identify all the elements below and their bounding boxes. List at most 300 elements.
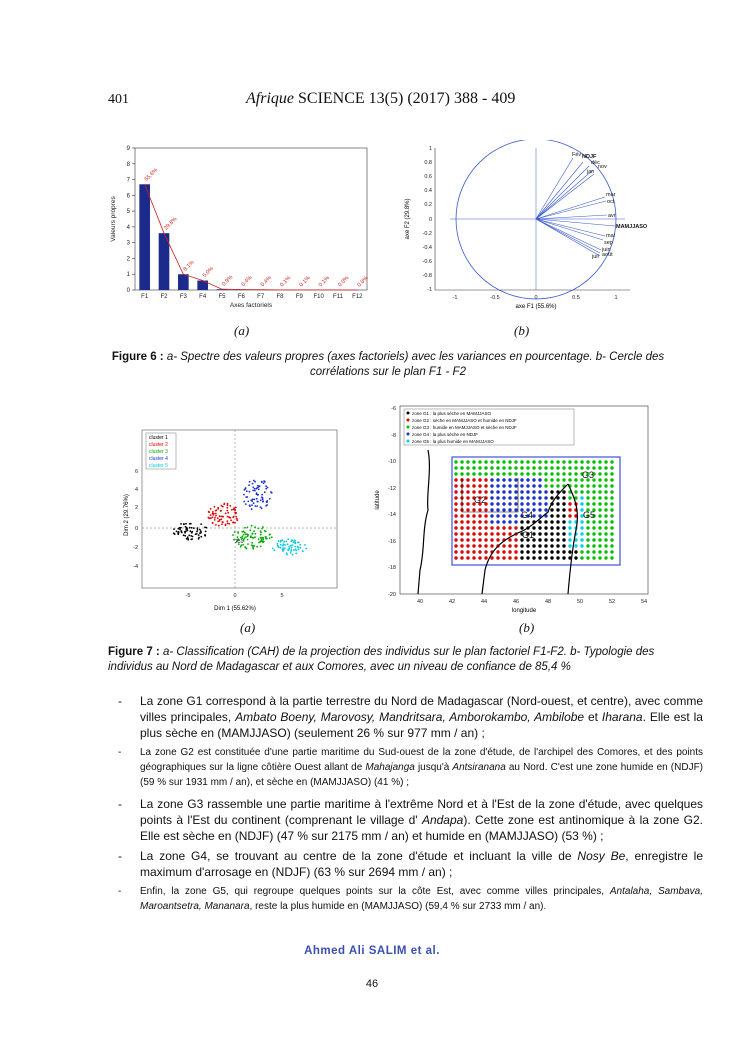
scatter-point: [226, 507, 228, 509]
grid-point: [526, 544, 529, 547]
scatter-point: [226, 510, 228, 512]
grid-point: [460, 532, 463, 535]
scatter-point: [284, 544, 286, 546]
grid-point: [568, 460, 571, 463]
scatter-point: [248, 484, 250, 486]
scatter-point: [183, 534, 185, 536]
scatter-point: [262, 500, 264, 502]
scatter-point: [287, 549, 289, 551]
scatter-point: [249, 481, 251, 483]
grid-point: [478, 520, 481, 523]
scatter-point: [277, 545, 279, 547]
x-axis-label: axe F1 (55.6%): [515, 304, 557, 310]
x-tick: 1: [614, 295, 618, 301]
grid-point: [520, 544, 523, 547]
bullet-dash: -: [118, 747, 122, 758]
grid-point: [604, 532, 607, 535]
x-tick: F8: [276, 294, 284, 300]
bullet-dash: -: [118, 886, 122, 897]
grid-point: [508, 544, 511, 547]
scatter-point: [288, 548, 290, 550]
grid-point: [538, 532, 541, 535]
grid-point: [478, 484, 481, 487]
scatter-point: [269, 498, 271, 500]
scatter-point: [257, 485, 259, 487]
grid-point: [508, 484, 511, 487]
var-label: Fév: [572, 152, 582, 158]
grid-point: [514, 550, 517, 553]
scatter-point: [228, 516, 230, 518]
grid-point: [484, 466, 487, 469]
data-label: 29.8%: [163, 216, 179, 232]
grid-point: [508, 496, 511, 499]
grid-point: [454, 490, 457, 493]
grid-point: [544, 526, 547, 529]
y-axis-label: Dim 2 (29.76%): [124, 494, 130, 536]
scatter-point: [183, 523, 185, 525]
bullet-zone-g3: [118, 796, 703, 844]
grid-point: [598, 478, 601, 481]
grid-point: [508, 472, 511, 475]
scatter-point: [244, 532, 246, 534]
grid-point: [514, 502, 517, 505]
grid-point: [586, 538, 589, 541]
x-tick: 40: [416, 599, 424, 605]
legend-item: cluster 1: [149, 435, 168, 441]
grid-point: [472, 520, 475, 523]
grid-point: [490, 490, 493, 493]
grid-point: [556, 514, 559, 517]
grid-point: [526, 556, 529, 559]
scatter-point: [243, 494, 245, 496]
scatter-point: [262, 498, 264, 500]
grid-point: [472, 514, 475, 517]
scatter-point: [233, 516, 235, 518]
scatter-point: [200, 523, 202, 525]
scatter-point: [256, 501, 258, 503]
scatter-point: [247, 527, 249, 529]
bullet-italic: Ambato Boeny, Marovosy, Mandritsara, Amborokambo, Ambilobe: [235, 710, 585, 724]
grid-point: [502, 550, 505, 553]
grid-point: [544, 502, 547, 505]
y-tick: 5: [126, 209, 130, 216]
fig7a-cluster-scatter: [120, 425, 340, 615]
grid-point: [478, 544, 481, 547]
y-tick: 0: [428, 217, 432, 223]
grid-point: [520, 550, 523, 553]
grid-point: [568, 508, 571, 511]
grid-point: [484, 484, 487, 487]
scatter-point: [228, 523, 230, 525]
y-tick: -16: [388, 539, 396, 545]
scatter-point: [260, 499, 262, 501]
grid-point: [574, 484, 577, 487]
scatter-point: [284, 547, 286, 549]
scatter-point: [235, 512, 237, 514]
grid-point: [592, 556, 595, 559]
grid-point: [556, 544, 559, 547]
x-tick: F9: [295, 294, 303, 300]
grid-point: [466, 556, 469, 559]
grid-point: [556, 550, 559, 553]
scatter-point: [251, 525, 253, 527]
scatter-point: [302, 550, 304, 552]
scatter-point: [187, 539, 189, 541]
y-tick: 0.8: [424, 160, 432, 166]
grid-point: [514, 466, 517, 469]
scatter-point: [185, 523, 187, 525]
grid-point: [508, 502, 511, 505]
scatter-point: [265, 505, 267, 507]
x-tick: 46: [512, 599, 520, 605]
scatter-point: [214, 519, 216, 521]
x-tick: F4: [199, 294, 207, 300]
scatter-point: [214, 517, 216, 519]
bullet-zone-g4: [118, 848, 703, 880]
scatter-point: [256, 505, 258, 507]
scatter-point: [251, 544, 253, 546]
scatter-point: [304, 544, 306, 546]
bullet-text: ). Cette zone est antinomique à la zone G2. Elle est sèche en (NDJF) (47 % sur 2175 mm / an) et humide en (MAMJJASO) (53 %) ;: [140, 813, 703, 843]
grid-point: [592, 502, 595, 505]
grid-point: [598, 544, 601, 547]
grid-point: [604, 484, 607, 487]
grid-point: [586, 484, 589, 487]
data-label: 0.0%: [337, 275, 351, 289]
grid-point: [568, 526, 571, 529]
scatter-point: [227, 512, 229, 514]
scatter-point: [225, 524, 227, 526]
grid-point: [556, 460, 559, 463]
grid-point: [484, 520, 487, 523]
scatter-point: [252, 483, 254, 485]
bullet-text: , enregistre le maximum d'arrosage en (NDJF) (63 % sur 2694 mm / an) ;: [140, 849, 704, 879]
x-tick: F5: [218, 294, 226, 300]
grid-point: [610, 514, 613, 517]
grid-point: [562, 490, 565, 493]
grid-point: [592, 544, 595, 547]
grid-point: [514, 484, 517, 487]
scatter-point: [295, 550, 297, 552]
grid-point: [550, 532, 553, 535]
scatter-point: [261, 481, 263, 483]
scatter-point: [278, 547, 280, 549]
grid-point: [538, 502, 541, 505]
scatter-point: [233, 509, 235, 511]
scatter-point: [222, 506, 224, 508]
grid-point: [604, 472, 607, 475]
scatter-point: [256, 546, 258, 548]
grid-point: [502, 460, 505, 463]
x-tick: F1: [141, 294, 149, 300]
grid-point: [496, 550, 499, 553]
grid-point: [580, 556, 583, 559]
grid-point: [526, 520, 529, 523]
scatter-point: [266, 538, 268, 540]
grid-point: [484, 508, 487, 511]
grid-point: [514, 472, 517, 475]
grid-point: [592, 460, 595, 463]
bullet-text: La zone G3 rassemble une partie maritime à l'extrême Nord et à l'Est de la zone d'étude, avec quelques points à l'Est du continent (comprenant le village d': [140, 797, 703, 827]
grid-point: [550, 466, 553, 469]
x-tick: -0.5: [490, 295, 500, 301]
scatter-point: [199, 532, 201, 534]
grid-point: [454, 526, 457, 529]
grid-point: [592, 496, 595, 499]
var-label: août: [602, 252, 613, 258]
scatter-point: [190, 535, 192, 537]
grid-point: [526, 460, 529, 463]
grid-point: [544, 538, 547, 541]
grid-point: [502, 544, 505, 547]
bullet-italic: Mahajanga: [365, 762, 415, 773]
bullet-zone-g2: [118, 745, 703, 790]
grid-point: [598, 502, 601, 505]
y-tick: 0.6: [424, 174, 432, 180]
grid-point: [598, 472, 601, 475]
bullet-dash: -: [118, 797, 122, 811]
grid-point: [466, 550, 469, 553]
grid-point: [562, 538, 565, 541]
grid-point: [532, 460, 535, 463]
grid-point: [466, 460, 469, 463]
grid-point: [460, 472, 463, 475]
scatter-point: [225, 513, 227, 515]
grid-point: [484, 460, 487, 463]
grid-point: [484, 532, 487, 535]
scatter-point: [180, 523, 182, 525]
grid-point: [514, 526, 517, 529]
grid-point: [454, 520, 457, 523]
scatter-point: [195, 533, 197, 535]
scatter-point: [287, 538, 289, 540]
grid-point: [454, 538, 457, 541]
grid-point: [496, 490, 499, 493]
grid-point: [496, 484, 499, 487]
scatter-point: [253, 530, 255, 532]
scatter-point: [187, 536, 189, 538]
scatter-point: [243, 501, 245, 503]
x-tick: 5: [280, 593, 284, 599]
grid-point: [502, 556, 505, 559]
scatter-point: [294, 541, 296, 543]
grid-point: [604, 508, 607, 511]
scatter-point: [247, 543, 249, 545]
bar: [139, 184, 150, 290]
x-tick: F6: [237, 294, 245, 300]
data-label: 0.1%: [279, 275, 293, 289]
y-tick: 4: [134, 487, 138, 493]
journal-title-italic: Afrique: [246, 90, 294, 107]
bullet-text: et: [584, 710, 602, 724]
grid-point: [586, 526, 589, 529]
bullet-dash: -: [118, 694, 122, 708]
x-tick: 0.5: [572, 295, 580, 301]
bullet-text: La zone G4, se trouvant au centre de la zone d'étude et incluant la ville de: [140, 849, 578, 863]
grid-point: [508, 538, 511, 541]
scatter-point: [260, 537, 262, 539]
var-label: oct: [607, 199, 615, 205]
grid-point: [508, 556, 511, 559]
grid-point: [538, 484, 541, 487]
grid-point: [466, 514, 469, 517]
grid-point: [514, 520, 517, 523]
grid-point: [556, 538, 559, 541]
y-tick: -20: [388, 592, 396, 598]
grid-point: [454, 484, 457, 487]
y-tick: 4: [126, 224, 130, 231]
scatter-point: [266, 501, 268, 503]
grid-point: [580, 526, 583, 529]
y-tick: -10: [388, 459, 396, 465]
scatter-point: [297, 542, 299, 544]
scatter-point: [243, 531, 245, 533]
grid-point: [580, 532, 583, 535]
data-label: 0.9%: [221, 274, 235, 288]
grid-point: [496, 466, 499, 469]
grid-point: [574, 466, 577, 469]
grid-point: [544, 508, 547, 511]
grid-point: [562, 496, 565, 499]
data-label: 55.6%: [143, 167, 160, 183]
grid-point: [532, 502, 535, 505]
grid-point: [586, 490, 589, 493]
scatter-point: [280, 547, 282, 549]
grid-point: [556, 484, 559, 487]
grid-point: [520, 484, 523, 487]
scatter-point: [299, 544, 301, 546]
scatter-point: [252, 533, 254, 535]
scatter-point: [288, 546, 290, 548]
scatter-point: [249, 504, 251, 506]
grid-point: [472, 490, 475, 493]
grid-point: [532, 544, 535, 547]
scatter-point: [245, 536, 247, 538]
scatter-point: [298, 549, 300, 551]
scatter-point: [178, 531, 180, 533]
scatter-point: [256, 493, 258, 495]
grid-point: [520, 502, 523, 505]
zone-label: G1: [522, 530, 535, 540]
y-tick: -12: [388, 486, 396, 492]
grid-point: [502, 466, 505, 469]
grid-point: [478, 490, 481, 493]
grid-point: [556, 526, 559, 529]
grid-point: [568, 520, 571, 523]
fig7b-label: (b): [519, 620, 535, 635]
grid-point: [544, 472, 547, 475]
grid-point: [532, 556, 535, 559]
x-tick: -5: [185, 593, 191, 599]
legend-item: cluster 5: [149, 463, 168, 469]
grid-point: [604, 538, 607, 541]
scatter-point: [219, 520, 221, 522]
scatter-point: [278, 540, 280, 542]
grid-point: [598, 490, 601, 493]
x-tick: 54: [640, 599, 648, 605]
y-tick: 2: [126, 256, 130, 263]
y-tick: 1: [126, 272, 130, 279]
grid-point: [502, 514, 505, 517]
scatter-point: [252, 490, 254, 492]
scatter-point: [247, 501, 249, 503]
grid-point: [490, 544, 493, 547]
grid-point: [538, 496, 541, 499]
grid-point: [472, 532, 475, 535]
grid-point: [544, 556, 547, 559]
scatter-point: [189, 527, 191, 529]
grid-point: [454, 466, 457, 469]
grid-point: [484, 550, 487, 553]
caption-label: Figure 6 :: [111, 351, 164, 363]
scatter-point: [294, 546, 296, 548]
grid-point: [514, 556, 517, 559]
scatter-point: [250, 535, 252, 537]
grid-point: [544, 466, 547, 469]
grid-point: [544, 544, 547, 547]
grid-point: [502, 490, 505, 493]
grid-point: [592, 532, 595, 535]
grid-point: [550, 478, 553, 481]
grid-point: [562, 478, 565, 481]
scatter-point: [276, 543, 278, 545]
var-label: juil: [592, 254, 599, 260]
grid-point: [538, 478, 541, 481]
scatter-point: [176, 531, 178, 533]
scatter-point: [245, 503, 247, 505]
bullet-text: La zone G2 est constituée d'une partie maritime du Sud-ouest de la zone d'étude, de l'archipel des Comores, et des points géographiques sur la ligne côtière Ouest allant de: [140, 747, 703, 773]
scatter-point: [264, 491, 266, 493]
grid-point: [568, 538, 571, 541]
grid-point: [466, 502, 469, 505]
scatter-point: [263, 482, 265, 484]
scatter-point: [231, 509, 233, 511]
grid-point: [556, 466, 559, 469]
grid-point: [532, 490, 535, 493]
grid-point: [556, 502, 559, 505]
grid-point: [598, 520, 601, 523]
bullet-text: au Nord. C'est une zone humide en (NDJF) (59 % sur 1931 mm / an), et sèche en (MAMJJASO) (41 %) ;: [140, 762, 704, 788]
var-label: mai: [606, 233, 615, 239]
grid-point: [580, 490, 583, 493]
fig6b-label: (b): [514, 323, 530, 338]
x-tick: 42: [448, 599, 456, 605]
scatter-point: [253, 545, 255, 547]
grid-point: [484, 544, 487, 547]
scatter-point: [197, 529, 199, 531]
grid-point: [604, 466, 607, 469]
scatter-point: [208, 511, 210, 513]
grid-point: [466, 496, 469, 499]
grid-point: [556, 520, 559, 523]
x-axis-label: Axes factoriels: [229, 302, 273, 309]
variance-line: [145, 184, 358, 290]
scatter-point: [234, 531, 236, 533]
grid-point: [484, 556, 487, 559]
bullet-zone-g5: [118, 884, 703, 914]
scatter-point: [217, 517, 219, 519]
scatter-point: [232, 534, 234, 536]
scatter-point: [305, 548, 307, 550]
journal-title: [246, 90, 515, 108]
scatter-point: [254, 526, 256, 528]
page-number: 46: [365, 978, 379, 990]
legend-item: zone G1 : la plus sèche en MAMJJASO: [412, 411, 492, 416]
grid-point: [490, 526, 493, 529]
grid-point: [562, 526, 565, 529]
scatter-point: [297, 547, 299, 549]
grid-point: [568, 472, 571, 475]
